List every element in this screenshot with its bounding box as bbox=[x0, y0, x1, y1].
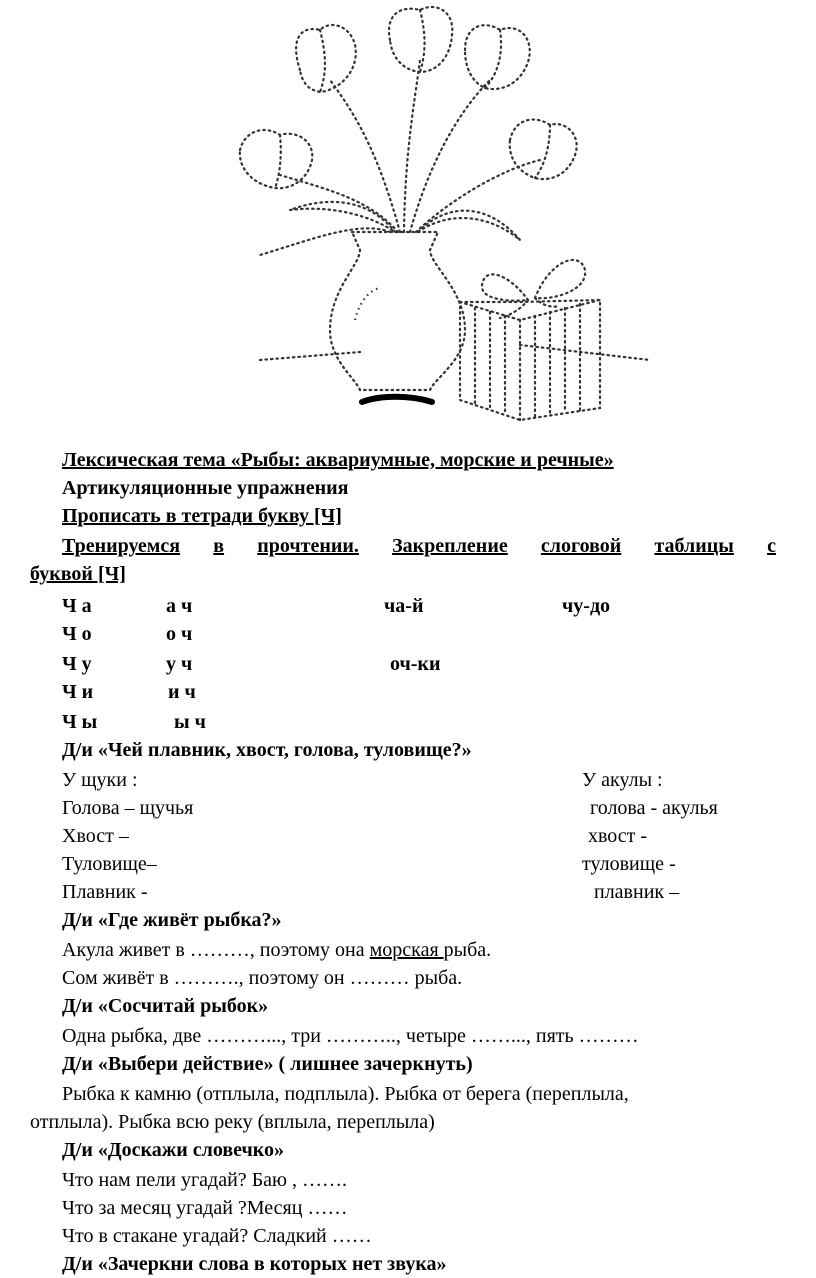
syllable: чу-до bbox=[562, 595, 611, 617]
shark-label: У акулы : bbox=[582, 769, 663, 791]
vase-icon bbox=[330, 232, 465, 402]
game4-line1: Рыбка к камню (отплыла, подплыла). Рыбка от берега (переплыла, bbox=[62, 1083, 629, 1105]
game-title: Д/и «Где живёт рыбка?» bbox=[62, 909, 282, 931]
game-title: Д/и «Чей плавник, хвост, голова, туловище?» bbox=[62, 739, 472, 761]
pike-label: У щуки : bbox=[62, 769, 138, 791]
word: с bbox=[767, 535, 776, 557]
underlined-word: морская bbox=[369, 939, 444, 961]
shark-fin: плавник – bbox=[594, 881, 680, 903]
game-title: Д/и «Зачеркни слова в которых нет звука» bbox=[62, 1253, 447, 1275]
game-title: Д/и «Выбери действие» ( лишнее зачеркнуть) bbox=[62, 1053, 473, 1075]
pike-tail: Хвост – bbox=[62, 825, 129, 847]
word: в bbox=[213, 535, 225, 557]
reading-training-line-end: буквой [Ч] bbox=[30, 563, 126, 585]
pike-fin: Плавник - bbox=[62, 881, 148, 903]
pike-head: Голова – щучья bbox=[62, 797, 194, 819]
syllable: Ч у bbox=[62, 653, 92, 675]
game3-line: Одна рыбка, две ………..., три ……….., четыре ……..., пять ……… bbox=[62, 1025, 639, 1047]
word: таблицы bbox=[654, 535, 734, 557]
syllable: о ч bbox=[166, 623, 193, 645]
syllable: Ч ы bbox=[62, 711, 98, 733]
riddle-line: Что в стакане угадай? Сладкий …… bbox=[62, 1225, 372, 1247]
syllable: ча-й bbox=[384, 595, 424, 617]
syllable: ы ч bbox=[174, 711, 206, 733]
word: прочтении. bbox=[257, 535, 359, 557]
pike-body: Туловище– bbox=[62, 853, 157, 875]
shark-tail: хвост - bbox=[588, 825, 648, 847]
word: Закрепление bbox=[392, 535, 508, 557]
syllable: и ч bbox=[168, 681, 196, 703]
word: Тренируемся bbox=[62, 535, 181, 557]
word: слоговой bbox=[540, 535, 622, 557]
riddle-line: Что за месяц угадай ?Месяц …… bbox=[62, 1197, 348, 1219]
text: Акула живет в ………, поэтому она bbox=[62, 939, 370, 961]
articulation-exercises: Артикуляционные упражнения bbox=[62, 477, 349, 499]
tracing-illustration bbox=[220, 0, 660, 440]
syllable: оч-ки bbox=[390, 653, 441, 675]
shark-body: туловище - bbox=[582, 853, 676, 875]
syllable: а ч bbox=[166, 595, 193, 617]
write-letter-task: Прописать в тетради букву [Ч] bbox=[62, 505, 342, 527]
game-title: Д/и «Сосчитай рыбок» bbox=[62, 995, 269, 1017]
game2-line2: Сом живёт в ………., поэтому он ……… рыба. bbox=[62, 967, 463, 989]
gift-box-icon bbox=[460, 260, 600, 420]
syllable: Ч и bbox=[62, 681, 94, 703]
syllable: Ч о bbox=[62, 623, 92, 645]
game2-line1 bbox=[62, 936, 491, 964]
lexical-topic: Лексическая тема «Рыбы: аквариумные, морские и речные» bbox=[62, 449, 614, 471]
reading-training-line bbox=[62, 532, 776, 560]
shark-head: голова - акулья bbox=[590, 797, 718, 819]
text: рыба. bbox=[443, 939, 492, 961]
riddle-line: Что нам пели угадай? Баю , ……. bbox=[62, 1169, 347, 1191]
game-title: Д/и «Доскажи словечко» bbox=[62, 1139, 285, 1161]
syllable: у ч bbox=[166, 653, 193, 675]
syllable: Ч а bbox=[62, 595, 92, 617]
game4-line2: отплыла). Рыбка всю реку (вплыла, переплыла) bbox=[30, 1111, 435, 1133]
